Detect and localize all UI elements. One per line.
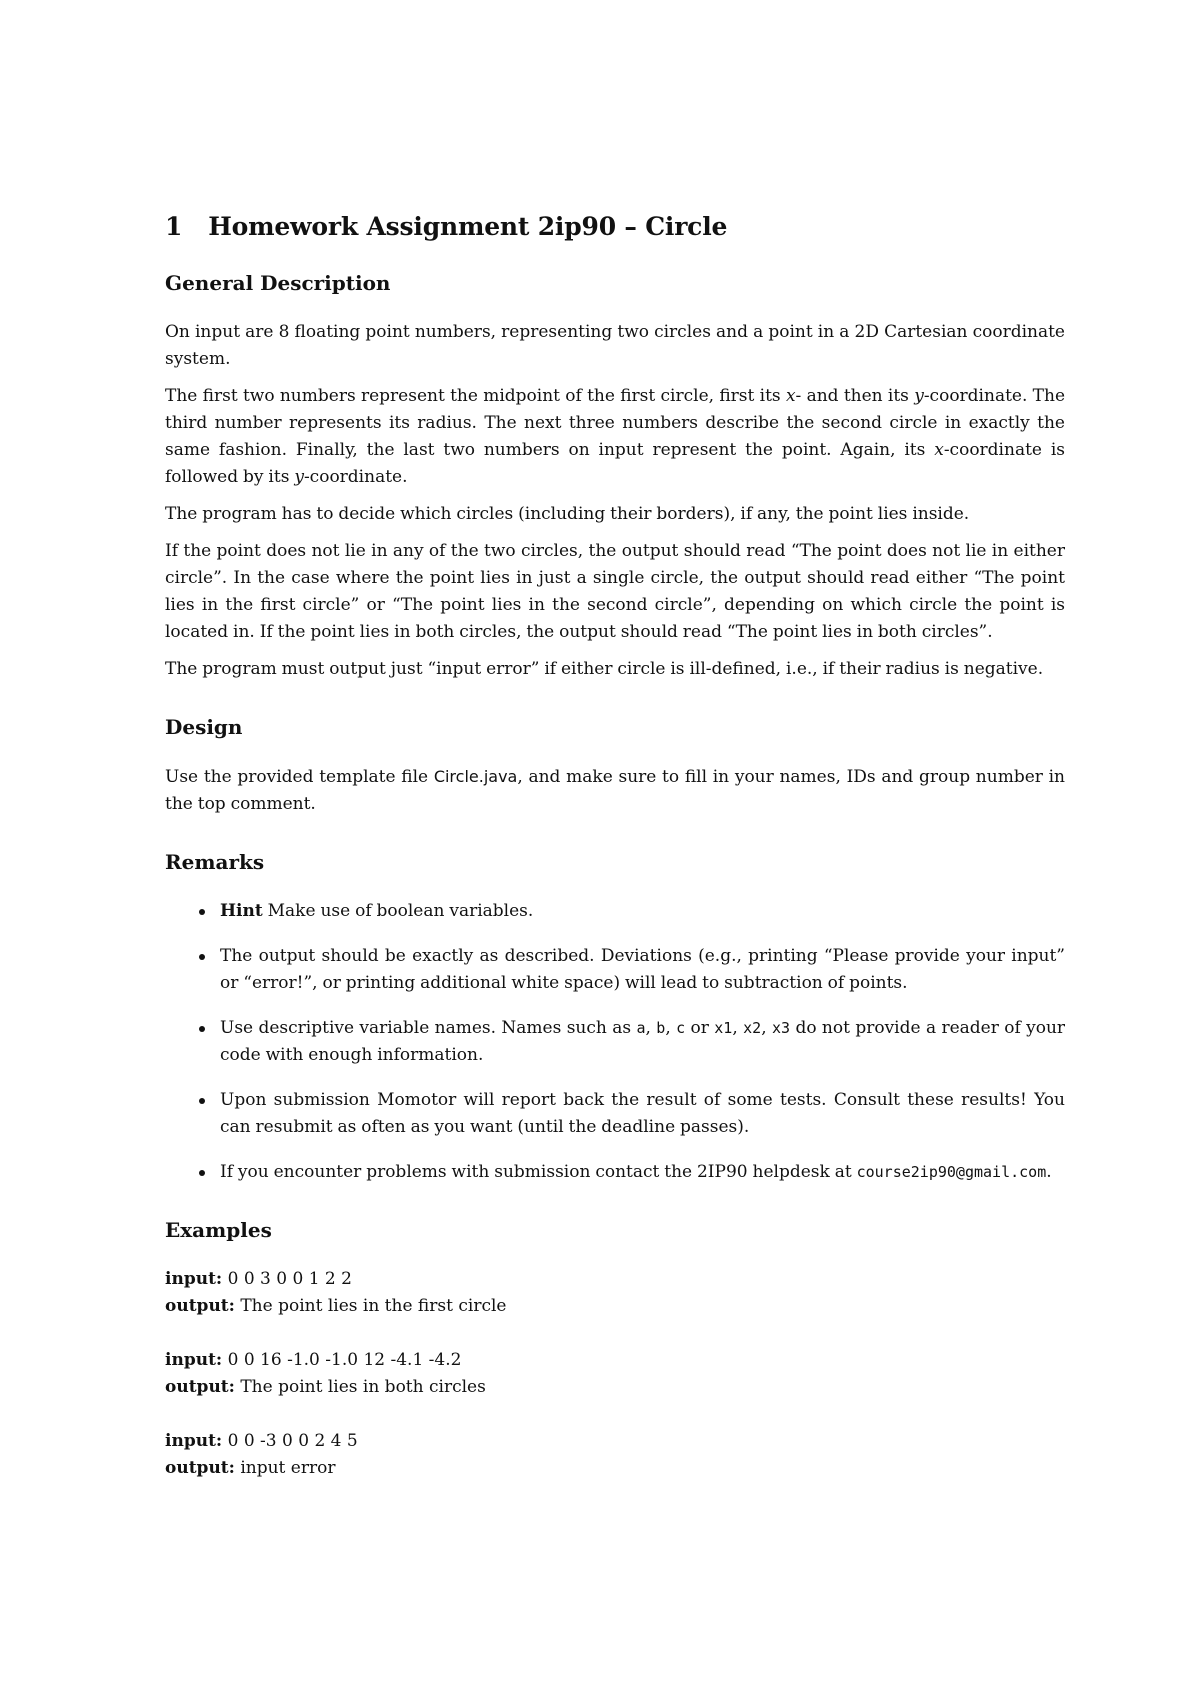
code-a: a: [636, 1019, 646, 1037]
examples-heading: Examples: [165, 1218, 272, 1242]
bullet-icon: [199, 909, 205, 915]
text-run: .: [1046, 1162, 1052, 1182]
bullet-icon: [199, 1026, 205, 1032]
general-paragraph-4: If the point does not lie in any of the two circles, the output should read “The point does not lie in either circle”. In the case where the point lies in just a single circle, the output should read either “The point lies in the first circle” or “The point lies in the second circle”, depending on which circle the point is located in. If the point lies in both circles, the output should read “The point lies in both circles”.: [165, 541, 1065, 642]
text-run: -coordinate. The third number represents its radius. The next three numbers describe the second circle in exactly the same fashion. Finally, the last two numbers on input represent the point. Again, its: [165, 386, 1066, 460]
math-variable-x: x: [785, 386, 796, 406]
text-run: - and then its: [795, 386, 915, 406]
bullet-icon: [199, 1170, 205, 1176]
text-run: or: [685, 1018, 715, 1038]
code-b: b: [656, 1019, 666, 1037]
remarks-list: [165, 898, 1065, 1186]
example-output: The point lies in both circles: [240, 1377, 486, 1397]
example-output: The point lies in the first circle: [240, 1296, 507, 1316]
example-output: input error: [240, 1458, 336, 1478]
text-run: The first two numbers represent the midpoint of the first circle, first its: [165, 386, 786, 406]
text-run: Use the provided template file: [165, 767, 434, 787]
design-heading: Design: [165, 715, 243, 739]
text-run: ,: [645, 1018, 657, 1038]
document-page: [165, 212, 1065, 1509]
example-1: [165, 1266, 1065, 1320]
bullet-icon: [199, 1098, 205, 1104]
remark-hint: [165, 898, 1065, 925]
general-paragraph-5: The program must output just “input error” if either circle is ill-defined, i.e., if their radius is negative.: [165, 659, 1044, 679]
text-run: do not provide a reader of your code with enough information.: [220, 1018, 1066, 1065]
section-title: Homework Assignment 2ip90 – Circle: [208, 212, 728, 241]
general-paragraph-2: [165, 383, 1065, 491]
code-x2: x2: [743, 1019, 762, 1037]
input-label: input:: [165, 1350, 223, 1370]
text-run: If you encounter problems with submission contact the 2IP90 helpdesk at: [220, 1162, 857, 1182]
example-input: 0 0 16 -1.0 -1.0 12 -4.1 -4.2: [227, 1350, 462, 1370]
text-run: Upon submission Momotor will report back the result of some tests. Consult these results! You can resubmit as often as you want (until the deadline passes).: [220, 1090, 1065, 1137]
general-paragraph-1: On input are 8 floating point numbers, representing two circles and a point in a 2D Cartesian coordinate system.: [165, 322, 1065, 369]
example-input: 0 0 -3 0 0 2 4 5: [227, 1431, 358, 1451]
general-paragraph-3: The program has to decide which circles (including their borders), if any, the point lies inside.: [165, 504, 970, 524]
output-label: output:: [165, 1377, 235, 1397]
helpdesk-email-link[interactable]: course2ip90@gmail.com: [856, 1163, 1047, 1181]
text-run: ,: [732, 1018, 744, 1038]
example-3: [165, 1428, 1065, 1482]
text-run: , and make sure to fill in your names, IDs and group number in the top comment.: [165, 767, 1065, 814]
math-variable-y: y: [294, 467, 304, 487]
text-run: -coordinate.: [303, 467, 408, 487]
section-number: 1: [165, 212, 183, 241]
bullet-icon: [199, 954, 205, 960]
text-run: ,: [665, 1018, 677, 1038]
template-filename: Circle.java: [433, 767, 518, 786]
math-variable-x: x: [934, 440, 944, 460]
text-run: Use descriptive variable names. Names such as: [220, 1018, 637, 1038]
output-label: output:: [165, 1296, 235, 1316]
hint-label: Hint: [220, 901, 263, 921]
text-run: -coordinate is followed by its: [165, 440, 1065, 487]
output-label: output:: [165, 1458, 235, 1478]
general-description-heading: General Description: [165, 271, 391, 295]
code-x1: x1: [714, 1019, 733, 1037]
page-title: [165, 212, 1065, 241]
remark-helpdesk: [165, 1159, 1065, 1186]
code-c: c: [676, 1019, 686, 1037]
input-label: input:: [165, 1431, 223, 1451]
example-2: [165, 1347, 1065, 1401]
remarks-heading: Remarks: [165, 850, 265, 874]
example-input: 0 0 3 0 0 1 2 2: [227, 1269, 352, 1289]
remark-momotor: [165, 1087, 1065, 1141]
text-run: The output should be exactly as described. Deviations (e.g., printing “Please provide your input” or “error!”, or printing additional white space) will lead to subtraction of points.: [220, 946, 1065, 993]
remark-variable-names: [165, 1015, 1065, 1069]
text-run: ,: [761, 1018, 772, 1038]
design-paragraph: [165, 763, 1065, 818]
text-run: Make use of boolean variables.: [262, 901, 534, 921]
remark-output: [165, 943, 1065, 997]
input-label: input:: [165, 1269, 223, 1289]
code-x3: x3: [772, 1019, 791, 1037]
math-variable-y: y: [914, 386, 924, 406]
